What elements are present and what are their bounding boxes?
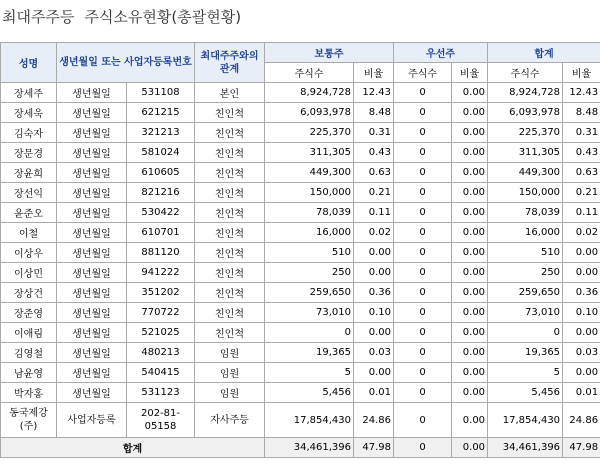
person-pref-shares: 0 bbox=[394, 243, 452, 263]
person-id-no: 821216 bbox=[127, 183, 195, 203]
person-pref-shares: 0 bbox=[394, 163, 452, 183]
person-id-type: 생년월일 bbox=[57, 383, 127, 403]
title-sub: 주식소유현황(총괄현황) bbox=[84, 8, 242, 26]
person-common-ratio: 0.01 bbox=[354, 383, 394, 403]
total-pref-ratio: 0.00 bbox=[452, 438, 488, 458]
person-relation: 친인척 bbox=[195, 203, 265, 223]
person-relation: 임원 bbox=[195, 363, 265, 383]
col-pref-ratio: 비율 bbox=[452, 63, 488, 83]
person-common-ratio: 12.43 bbox=[354, 83, 394, 103]
person-common-shares: 6,093,978 bbox=[265, 103, 354, 123]
person-relation: 친인척 bbox=[195, 163, 265, 183]
table-row bbox=[1, 203, 600, 223]
person-id-no: 351202 bbox=[127, 283, 195, 303]
table-row bbox=[1, 123, 600, 143]
person-total-ratio: 0.11 bbox=[563, 203, 600, 223]
person-id-type: 생년월일 bbox=[57, 163, 127, 183]
person-total-shares: 311,305 bbox=[488, 143, 563, 163]
person-total-ratio: 0.10 bbox=[563, 303, 600, 323]
company-row bbox=[1, 403, 600, 438]
person-id-type: 생년월일 bbox=[57, 103, 127, 123]
person-id-no: 610605 bbox=[127, 163, 195, 183]
person-common-shares: 16,000 bbox=[265, 223, 354, 243]
person-total-ratio: 12.43 bbox=[563, 83, 600, 103]
person-common-shares: 250 bbox=[265, 263, 354, 283]
company-name: 동국제강 (주) bbox=[1, 403, 57, 438]
person-pref-shares: 0 bbox=[394, 143, 452, 163]
person-common-shares: 8,924,728 bbox=[265, 83, 354, 103]
person-name: 윤준오 bbox=[1, 203, 57, 223]
person-pref-ratio: 0.00 bbox=[452, 263, 488, 283]
shareholding-table bbox=[0, 42, 600, 458]
person-id-no: 881120 bbox=[127, 243, 195, 263]
person-pref-ratio: 0.00 bbox=[452, 323, 488, 343]
person-relation: 친인척 bbox=[195, 223, 265, 243]
person-common-ratio: 8.48 bbox=[354, 103, 394, 123]
person-pref-ratio: 0.00 bbox=[452, 383, 488, 403]
person-total-shares: 16,000 bbox=[488, 223, 563, 243]
total-total-shares: 34,461,396 bbox=[488, 438, 563, 458]
person-relation: 친인척 bbox=[195, 283, 265, 303]
person-name: 박자홍 bbox=[1, 383, 57, 403]
person-id-type: 생년월일 bbox=[57, 183, 127, 203]
person-pref-ratio: 0.00 bbox=[452, 163, 488, 183]
person-pref-ratio: 0.00 bbox=[452, 183, 488, 203]
person-pref-ratio: 0.00 bbox=[452, 243, 488, 263]
table-row bbox=[1, 243, 600, 263]
person-pref-ratio: 0.00 bbox=[452, 123, 488, 143]
person-pref-ratio: 0.00 bbox=[452, 143, 488, 163]
person-total-shares: 6,093,978 bbox=[488, 103, 563, 123]
person-common-shares: 73,010 bbox=[265, 303, 354, 323]
person-common-shares: 5 bbox=[265, 363, 354, 383]
person-id-type: 생년월일 bbox=[57, 203, 127, 223]
person-total-shares: 250 bbox=[488, 263, 563, 283]
total-label: 합계 bbox=[1, 438, 265, 458]
person-total-shares: 449,300 bbox=[488, 163, 563, 183]
col-total-shares: 주식수 bbox=[488, 63, 563, 83]
company-id-type: 사업자등록 bbox=[57, 403, 127, 438]
person-relation: 임원 bbox=[195, 383, 265, 403]
person-relation: 친인척 bbox=[195, 103, 265, 123]
person-relation: 친인척 bbox=[195, 263, 265, 283]
col-preferred: 우선주 bbox=[394, 43, 488, 63]
person-common-ratio: 0.03 bbox=[354, 343, 394, 363]
person-id-type: 생년월일 bbox=[57, 243, 127, 263]
person-common-ratio: 0.00 bbox=[354, 323, 394, 343]
col-common-ratio: 비율 bbox=[354, 63, 394, 83]
person-pref-shares: 0 bbox=[394, 263, 452, 283]
person-total-shares: 259,650 bbox=[488, 283, 563, 303]
person-name: 김영철 bbox=[1, 343, 57, 363]
person-relation: 친인척 bbox=[195, 243, 265, 263]
person-total-ratio: 0.00 bbox=[563, 363, 600, 383]
person-total-shares: 19,365 bbox=[488, 343, 563, 363]
person-total-ratio: 8.48 bbox=[563, 103, 600, 123]
person-name: 장준영 bbox=[1, 303, 57, 323]
person-total-ratio: 0.00 bbox=[563, 323, 600, 343]
person-id-type: 생년월일 bbox=[57, 323, 127, 343]
person-pref-ratio: 0.00 bbox=[452, 343, 488, 363]
person-relation: 친인척 bbox=[195, 123, 265, 143]
person-id-no: 531108 bbox=[127, 83, 195, 103]
person-pref-shares: 0 bbox=[394, 303, 452, 323]
person-total-ratio: 0.00 bbox=[563, 243, 600, 263]
company-total-shares: 17,854,430 bbox=[488, 403, 563, 438]
company-pref-ratio: 0.00 bbox=[452, 403, 488, 438]
person-common-ratio: 0.00 bbox=[354, 243, 394, 263]
person-pref-shares: 0 bbox=[394, 123, 452, 143]
person-name: 이철 bbox=[1, 223, 57, 243]
person-name: 이애림 bbox=[1, 323, 57, 343]
person-id-no: 621215 bbox=[127, 103, 195, 123]
person-pref-shares: 0 bbox=[394, 203, 452, 223]
person-id-type: 생년월일 bbox=[57, 223, 127, 243]
person-common-ratio: 0.21 bbox=[354, 183, 394, 203]
col-common-shares: 주식수 bbox=[265, 63, 354, 83]
total-common-ratio: 47.98 bbox=[354, 438, 394, 458]
person-common-shares: 311,305 bbox=[265, 143, 354, 163]
person-total-ratio: 0.03 bbox=[563, 343, 600, 363]
person-pref-shares: 0 bbox=[394, 103, 452, 123]
col-total-ratio: 비율 bbox=[563, 63, 600, 83]
person-total-shares: 78,039 bbox=[488, 203, 563, 223]
person-common-shares: 225,370 bbox=[265, 123, 354, 143]
col-common: 보통주 bbox=[265, 43, 394, 63]
person-id-type: 생년월일 bbox=[57, 303, 127, 323]
person-total-ratio: 0.01 bbox=[563, 383, 600, 403]
person-total-shares: 5,456 bbox=[488, 383, 563, 403]
person-pref-ratio: 0.00 bbox=[452, 83, 488, 103]
person-pref-ratio: 0.00 bbox=[452, 223, 488, 243]
company-total-ratio: 24.86 bbox=[563, 403, 600, 438]
person-pref-shares: 0 bbox=[394, 363, 452, 383]
person-id-no: 581024 bbox=[127, 143, 195, 163]
person-id-no: 770722 bbox=[127, 303, 195, 323]
person-total-shares: 225,370 bbox=[488, 123, 563, 143]
table-row bbox=[1, 183, 600, 203]
person-id-type: 생년월일 bbox=[57, 83, 127, 103]
person-relation: 친인척 bbox=[195, 183, 265, 203]
person-pref-shares: 0 bbox=[394, 323, 452, 343]
person-name: 장세욱 bbox=[1, 103, 57, 123]
person-common-shares: 19,365 bbox=[265, 343, 354, 363]
page-title bbox=[2, 6, 241, 27]
table-row bbox=[1, 283, 600, 303]
person-common-shares: 5,456 bbox=[265, 383, 354, 403]
total-pref-shares: 0 bbox=[394, 438, 452, 458]
person-pref-ratio: 0.00 bbox=[452, 363, 488, 383]
person-total-shares: 510 bbox=[488, 243, 563, 263]
person-name: 이상민 bbox=[1, 263, 57, 283]
table-row bbox=[1, 263, 600, 283]
company-common-ratio: 24.86 bbox=[354, 403, 394, 438]
person-name: 남윤영 bbox=[1, 363, 57, 383]
person-pref-shares: 0 bbox=[394, 383, 452, 403]
person-total-ratio: 0.43 bbox=[563, 143, 600, 163]
person-relation: 친인척 bbox=[195, 143, 265, 163]
person-total-ratio: 0.02 bbox=[563, 223, 600, 243]
person-common-shares: 150,000 bbox=[265, 183, 354, 203]
person-total-shares: 73,010 bbox=[488, 303, 563, 323]
total-total-ratio: 47.98 bbox=[563, 438, 600, 458]
person-id-no: 531123 bbox=[127, 383, 195, 403]
table-row bbox=[1, 363, 600, 383]
person-common-ratio: 0.10 bbox=[354, 303, 394, 323]
person-id-type: 생년월일 bbox=[57, 363, 127, 383]
company-relation: 자사주등 bbox=[195, 403, 265, 438]
person-total-ratio: 0.00 bbox=[563, 263, 600, 283]
table-row bbox=[1, 143, 600, 163]
person-common-ratio: 0.63 bbox=[354, 163, 394, 183]
person-pref-ratio: 0.00 bbox=[452, 103, 488, 123]
person-total-ratio: 0.31 bbox=[563, 123, 600, 143]
col-relation: 최대주주와의 관계 bbox=[195, 43, 265, 83]
person-id-no: 321213 bbox=[127, 123, 195, 143]
person-id-no: 480213 bbox=[127, 343, 195, 363]
person-common-ratio: 0.11 bbox=[354, 203, 394, 223]
person-id-no: 530422 bbox=[127, 203, 195, 223]
table-row bbox=[1, 383, 600, 403]
person-relation: 본인 bbox=[195, 83, 265, 103]
person-common-ratio: 0.31 bbox=[354, 123, 394, 143]
person-total-ratio: 0.36 bbox=[563, 283, 600, 303]
col-total: 합계 bbox=[488, 43, 600, 63]
person-id-no: 540415 bbox=[127, 363, 195, 383]
person-total-shares: 8,924,728 bbox=[488, 83, 563, 103]
table-row bbox=[1, 103, 600, 123]
table-row bbox=[1, 303, 600, 323]
person-name: 장상건 bbox=[1, 283, 57, 303]
person-pref-ratio: 0.00 bbox=[452, 303, 488, 323]
person-name: 이상우 bbox=[1, 243, 57, 263]
person-pref-ratio: 0.00 bbox=[452, 203, 488, 223]
person-common-ratio: 0.02 bbox=[354, 223, 394, 243]
person-common-shares: 510 bbox=[265, 243, 354, 263]
header-row bbox=[1, 43, 600, 63]
person-name: 장선익 bbox=[1, 183, 57, 203]
person-common-ratio: 0.00 bbox=[354, 263, 394, 283]
person-common-ratio: 0.43 bbox=[354, 143, 394, 163]
person-name: 장윤희 bbox=[1, 163, 57, 183]
person-pref-ratio: 0.00 bbox=[452, 283, 488, 303]
title-main: 최대주주등 bbox=[2, 8, 75, 26]
person-name: 장세주 bbox=[1, 83, 57, 103]
col-name: 성명 bbox=[1, 43, 57, 83]
person-id-no: 610701 bbox=[127, 223, 195, 243]
person-common-shares: 0 bbox=[265, 323, 354, 343]
person-common-ratio: 0.00 bbox=[354, 363, 394, 383]
person-pref-shares: 0 bbox=[394, 343, 452, 363]
person-common-shares: 259,650 bbox=[265, 283, 354, 303]
person-id-type: 생년월일 bbox=[57, 283, 127, 303]
person-relation: 친인척 bbox=[195, 303, 265, 323]
company-id-no: 202-81- 05158 bbox=[127, 403, 195, 438]
person-common-shares: 78,039 bbox=[265, 203, 354, 223]
col-birth: 생년월일 또는 사업자등록번호 bbox=[57, 43, 195, 83]
person-id-type: 생년월일 bbox=[57, 123, 127, 143]
person-pref-shares: 0 bbox=[394, 223, 452, 243]
person-total-ratio: 0.21 bbox=[563, 183, 600, 203]
table-row bbox=[1, 223, 600, 243]
person-total-ratio: 0.63 bbox=[563, 163, 600, 183]
person-id-no: 521025 bbox=[127, 323, 195, 343]
person-total-shares: 0 bbox=[488, 323, 563, 343]
person-id-type: 생년월일 bbox=[57, 143, 127, 163]
total-common-shares: 34,461,396 bbox=[265, 438, 354, 458]
person-name: 장문경 bbox=[1, 143, 57, 163]
company-common-shares: 17,854,430 bbox=[265, 403, 354, 438]
person-id-type: 생년월일 bbox=[57, 263, 127, 283]
person-name: 김숙자 bbox=[1, 123, 57, 143]
person-common-shares: 449,300 bbox=[265, 163, 354, 183]
person-relation: 친인척 bbox=[195, 323, 265, 343]
person-pref-shares: 0 bbox=[394, 283, 452, 303]
table-row bbox=[1, 323, 600, 343]
person-common-ratio: 0.36 bbox=[354, 283, 394, 303]
person-total-shares: 150,000 bbox=[488, 183, 563, 203]
col-pref-shares: 주식수 bbox=[394, 63, 452, 83]
table-row bbox=[1, 163, 600, 183]
total-row bbox=[1, 438, 600, 458]
person-total-shares: 5 bbox=[488, 363, 563, 383]
company-pref-shares: 0 bbox=[394, 403, 452, 438]
person-relation: 임원 bbox=[195, 343, 265, 363]
person-pref-shares: 0 bbox=[394, 83, 452, 103]
table-row bbox=[1, 343, 600, 363]
person-pref-shares: 0 bbox=[394, 183, 452, 203]
table-row bbox=[1, 83, 600, 103]
person-id-type: 생년월일 bbox=[57, 343, 127, 363]
person-id-no: 941222 bbox=[127, 263, 195, 283]
